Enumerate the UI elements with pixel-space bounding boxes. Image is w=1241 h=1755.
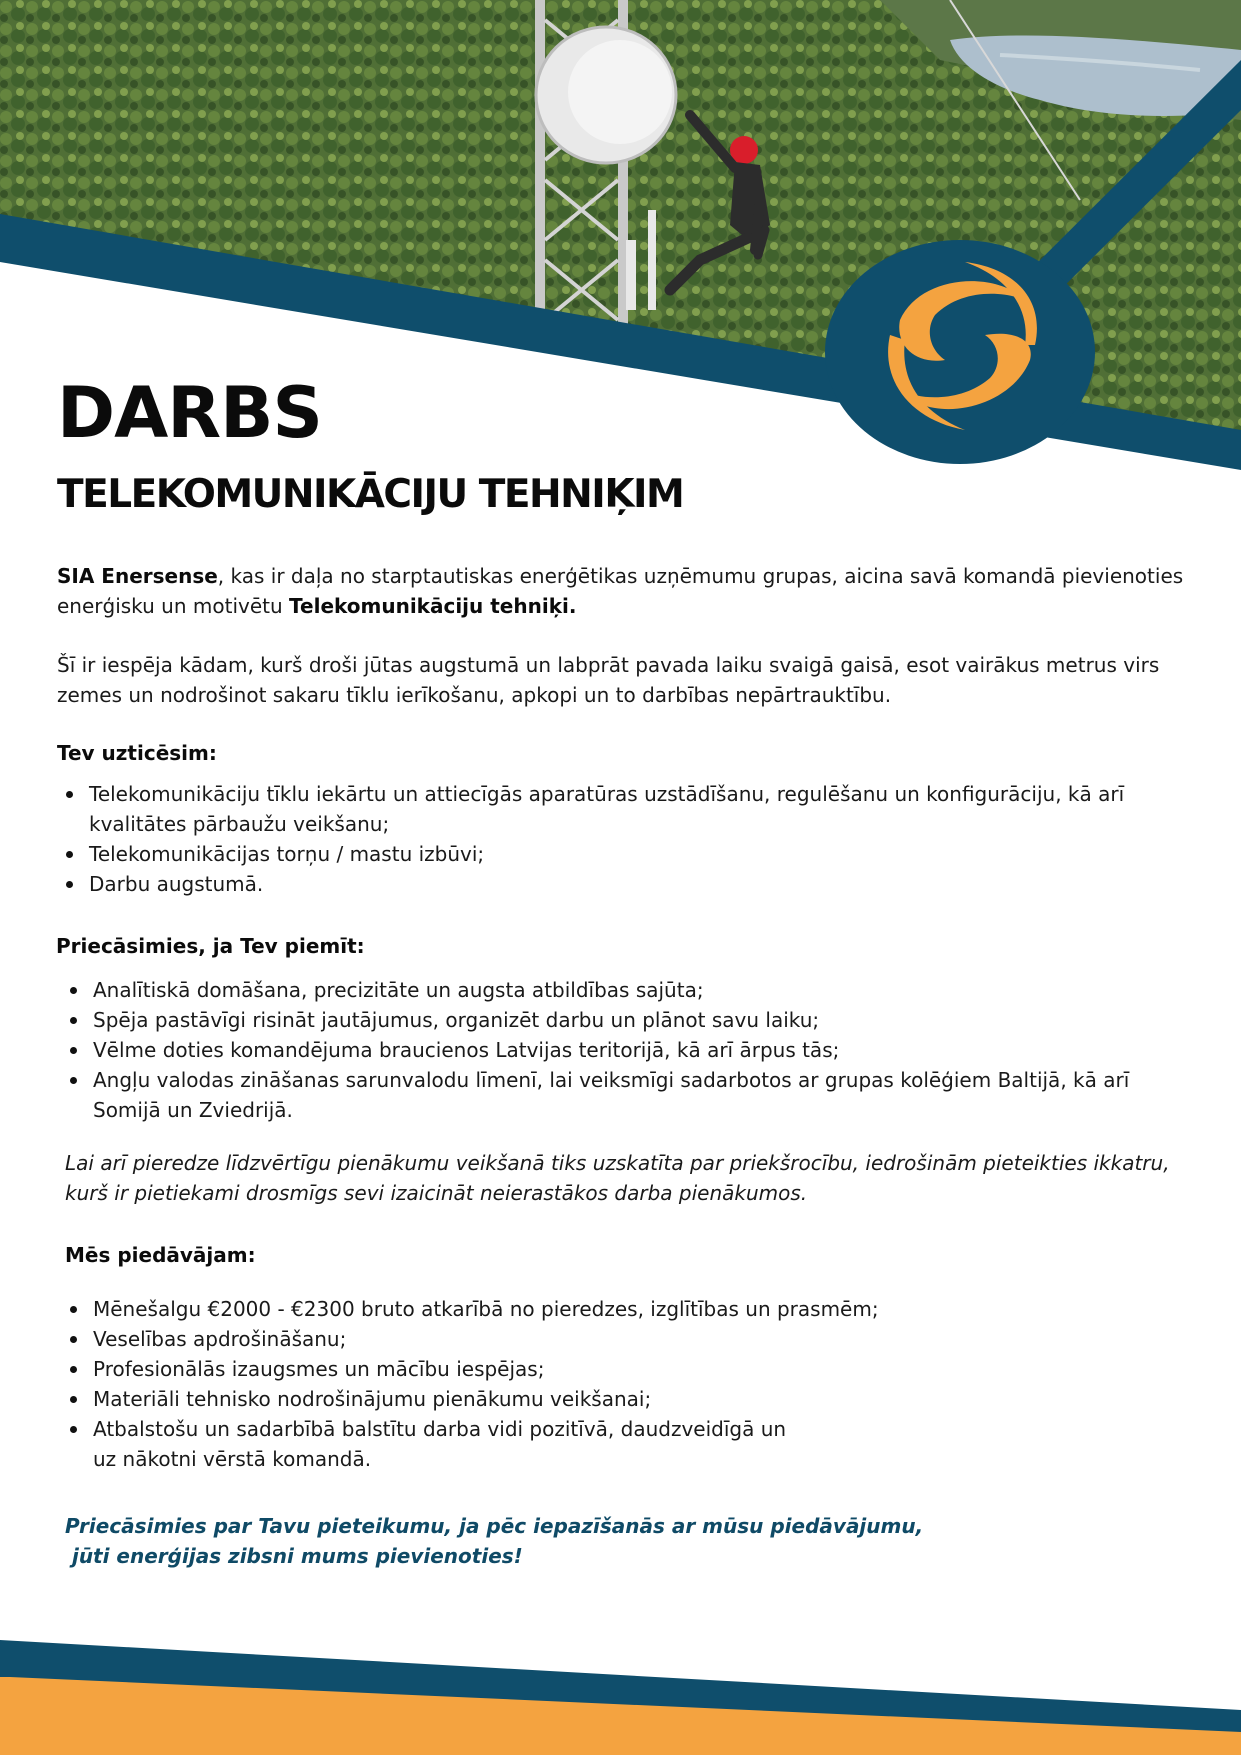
requirements-heading: Priecāsimies, ja Tev piemīt: [56, 934, 365, 958]
closing-line: jūti enerģijas zibsni mums pievienoties! [65, 1544, 523, 1568]
duties-list [57, 779, 1177, 899]
footer-decoration [0, 1620, 1241, 1755]
list-item: Spēja pastāvīgi risināt jautājumus, organizēt darbu un plānot savu laiku; [61, 1005, 1181, 1035]
offer-heading: Mēs piedāvājam: [65, 1243, 256, 1267]
list-item: Materiāli tehnisko nodrošinājumu pienākumu veikšanai; [61, 1384, 1181, 1414]
page-title: DARBS [57, 372, 322, 454]
list-item: Telekomunikācijas torņu / mastu izbūvi; [57, 839, 1177, 869]
company-name: SIA Enersense [57, 564, 218, 588]
role-name: Telekomunikāciju tehniķi. [289, 594, 577, 618]
list-item: Profesionālās izaugsmes un mācību iespējas; [61, 1354, 1181, 1384]
dish-antenna [536, 27, 676, 163]
duties-heading: Tev uzticēsim: [57, 741, 217, 765]
list-item [61, 1414, 1181, 1474]
intro-paragraph [57, 561, 1197, 621]
list-item: Analītiskā domāšana, precizitāte un augsta atbildības sajūta; [61, 975, 1181, 1005]
experience-note: Lai arī pieredze līdzvērtīgu pienākumu veikšanā tiks uzskatīta par priekšrocību, iedrošinām pieteikties ikkatru, kurš ir pietiekami drosmīgs sevi izaicināt neierastākos darba pienākumos. [65, 1151, 1170, 1205]
list-item: Telekomunikāciju tīklu iekārtu un attiecīgās aparatūras uzstādīšanu, regulēšanu un konfigurāciju, kā arī kvalitātes pārbaužu veikšanu; [57, 779, 1177, 839]
requirements-list [61, 975, 1181, 1125]
list-item: Vēlme doties komandējuma braucienos Latvijas teritorijā, kā arī ārpus tās; [61, 1035, 1181, 1065]
job-subtitle: TELEKOMUNIKĀCIJU TEHNIĶIM [57, 472, 684, 517]
enersense-swirl-logo [825, 240, 1095, 464]
description-paragraph: Šī ir iespēja kādam, kurš droši jūtas augstumā un labprāt pavada laiku svaigā gaisā, esot vairākus metrus virs zemes un nodrošinot sakaru tīklu ierīkošanu, apkopi un to darbības nepārtrauktību. [57, 653, 1160, 707]
list-item: Angļu valodas zināšanas sarunvalodu līmenī, lai veiksmīgi sadarbotos ar grupas kolēģiem Baltijā, kā arī Somijā un Zviedrijā. [61, 1065, 1181, 1125]
list-item: Darbu augstumā. [57, 869, 1177, 899]
intro-text: , kas ir daļa no starptautiskas enerģētikas uzņēmumu grupas, aicina savā komandā pievienoties enerģisku un motivētu [57, 564, 1184, 618]
offer-list [61, 1294, 1181, 1474]
closing-message [65, 1511, 1205, 1571]
list-item: Mēnešalgu €2000 - €2300 bruto atkarībā no pieredzes, izglītības un prasmēm; [61, 1294, 1181, 1324]
closing-line: Priecāsimies par Tavu pieteikumu, ja pēc iepazīšanās ar mūsu piedāvājumu, [65, 1514, 924, 1538]
list-item-line: uz nākotni vērstā komandā. [93, 1447, 372, 1471]
list-item-line: Atbalstošu un sadarbībā balstītu darba vidi pozitīvā, daudzveidīgā un [93, 1417, 787, 1441]
list-item: Veselības apdrošināšanu; [61, 1324, 1181, 1354]
